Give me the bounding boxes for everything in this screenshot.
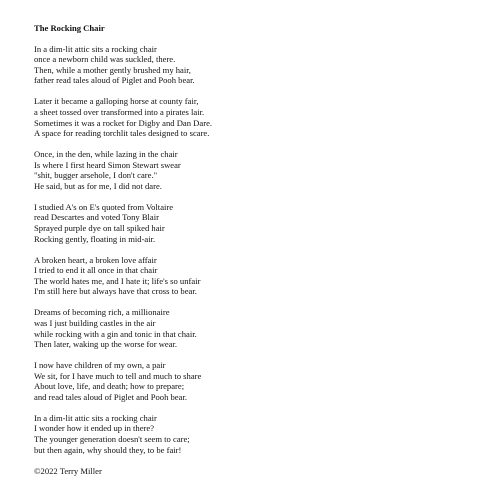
poem-line: I now have children of my own, a pair — [34, 360, 166, 371]
poem-stanza — [34, 307, 474, 349]
poem-stanza — [34, 202, 474, 244]
poem-line: In a dim-lit attic sits a rocking chair — [34, 412, 157, 423]
poem-body — [34, 44, 474, 455]
poem-stanza — [34, 44, 474, 86]
poem-stanza — [34, 96, 474, 138]
poem-line: I wonder how it ended up in there? — [34, 423, 155, 434]
poem-line: while rocking with a gin and tonic in that chair. — [34, 328, 197, 339]
poem-document — [34, 23, 474, 476]
poem-line: Sometimes it was a rocket for Digby and Dan Dare. — [34, 117, 213, 128]
poem-line: Rocking gently, floating in mid-air. — [34, 233, 156, 244]
poem-line: The world hates me, and I hate it; life's so unfair — [34, 275, 201, 286]
poem-line: He said, but as for me, I did not dare. — [34, 180, 162, 191]
poem-line: read Descartes and voted Tony Blair — [34, 212, 159, 223]
poem-line: I studied A's on E's quoted from Voltaire — [34, 201, 174, 212]
poem-line: A space for reading torchlit tales designed to scare. — [34, 128, 210, 139]
poem-line: The younger generation doesn't seem to care; — [34, 433, 190, 444]
poem-line: and read tales aloud of Piglet and Pooh bear. — [34, 391, 187, 402]
copyright-notice: ©2022 Terry Miller — [34, 465, 102, 476]
poem-stanza — [34, 255, 474, 297]
poem-line: was I just building castles in the air — [34, 317, 156, 328]
poem-stanza — [34, 413, 474, 455]
poem-line: Once, in the den, while lazing in the chair — [34, 149, 178, 160]
poem-line: Then later, waking up the worse for wear. — [34, 339, 178, 350]
poem-line: father read tales aloud of Piglet and Pooh bear. — [34, 75, 195, 86]
poem-line: but then again, why should they, to be fair! — [34, 444, 182, 455]
poem-line: About love, life, and death; how to prepare; — [34, 381, 185, 392]
poem-stanza — [34, 149, 474, 191]
poem-line: In a dim-lit attic sits a rocking chair — [34, 43, 157, 54]
poem-line: "shit, bugger arsehole, I don't care." — [34, 170, 158, 181]
poem-title: The Rocking Chair — [34, 23, 105, 33]
poem-line: A broken heart, a broken love affair — [34, 254, 157, 265]
poem-stanza — [34, 360, 474, 402]
poem-line: Later it became a galloping horse at county fair, — [34, 96, 199, 107]
poem-line: once a newborn child was suckled, there. — [34, 54, 176, 65]
poem-line: Then, while a mother gently brushed my hair, — [34, 64, 191, 75]
poem-line: Sprayed purple dye on tall spiked hair — [34, 223, 165, 234]
poem-line: We sit, for I have much to tell and much to share — [34, 370, 202, 381]
poem-line: a sheet tossed over transformed into a pirates lair. — [34, 107, 205, 118]
poem-line: Dreams of becoming rich, a millionaire — [34, 307, 170, 318]
poem-line: I tried to end it all once in that chair — [34, 265, 158, 276]
poem-line: I'm still here but always have that cross to bear. — [34, 286, 197, 297]
poem-line: Is where I first heard Simon Stewart swear — [34, 159, 181, 170]
